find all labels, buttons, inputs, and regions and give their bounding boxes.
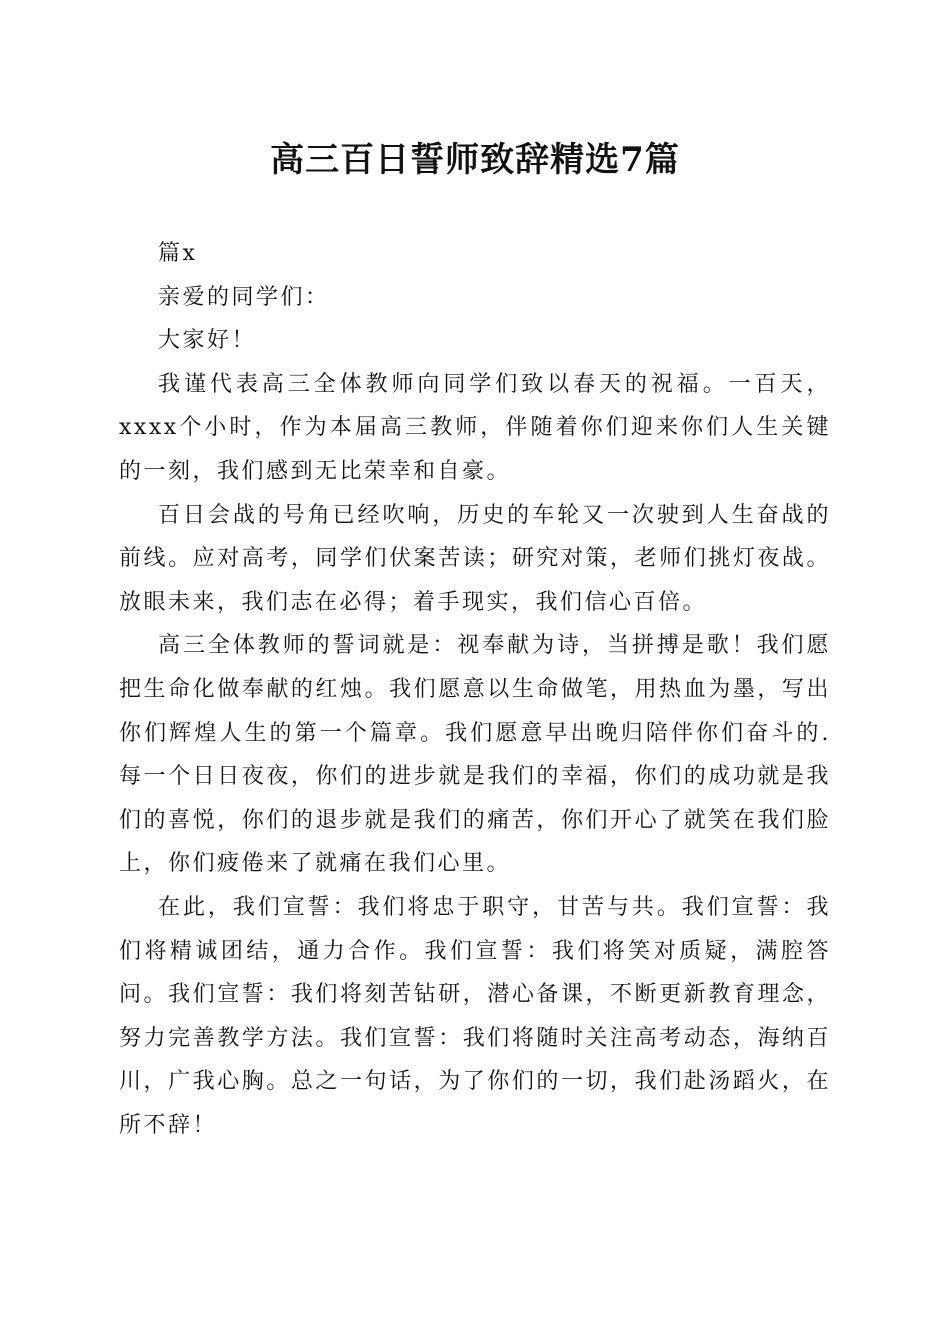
greeting: 大家好！ bbox=[158, 328, 257, 354]
document-title: 高三百日誓师致辞精选7篇 bbox=[270, 140, 680, 180]
body-paragraph: 我谨代表高三全体教师向同学们致以春天的祝福。一百天，xxxx个小时，作为本届高三教师，伴随着你们迎来你们人生关键的一刻，我们感到无比荣幸和自豪。 bbox=[119, 371, 831, 484]
section-label: 篇x bbox=[158, 241, 198, 266]
salutation: 亲爱的同学们： bbox=[158, 284, 330, 310]
body-paragraph: 百日会战的号角已经吹响，历史的车轮又一次驶到人生奋战的前线。应对高考，同学们伏案苦读；研究对策，老师们挑灯夜战。放眼未来，我们志在必得；着手现实，我们信心百倍。 bbox=[119, 502, 831, 615]
body-paragraph: 高三全体教师的誓词就是：视奉献为诗，当拼搏是歌！我们愿把生命化做奉献的红烛。我们愿意以生命做笔，用热血为墨，写出你们辉煌人生的第一个篇章。我们愿意早出晚归陪伴你们奋斗的.每一个日日夜夜，你们的进步就是我们的幸福，你们的成功就是我们的喜悦，你们的退步就是我们的痛苦，你们开心了就笑在我们脸上，你们疲倦来了就痛在我们心里。 bbox=[119, 633, 831, 877]
body-paragraph: 在此，我们宣誓：我们将忠于职守，甘苦与共。我们宣誓：我们将精诚团结，通力合作。我们宣誓：我们将笑对质疑，满腔答问。我们宣誓：我们将刻苦钻研，潜心备课，不断更新教育理念，努力完善教学方法。我们宣誓：我们将随时关注高考动态，海纳百川，广我心胸。总之一句话，为了你们的一切，我们赴汤蹈火，在所不辞！ bbox=[119, 894, 831, 1138]
document-body bbox=[119, 232, 831, 1147]
